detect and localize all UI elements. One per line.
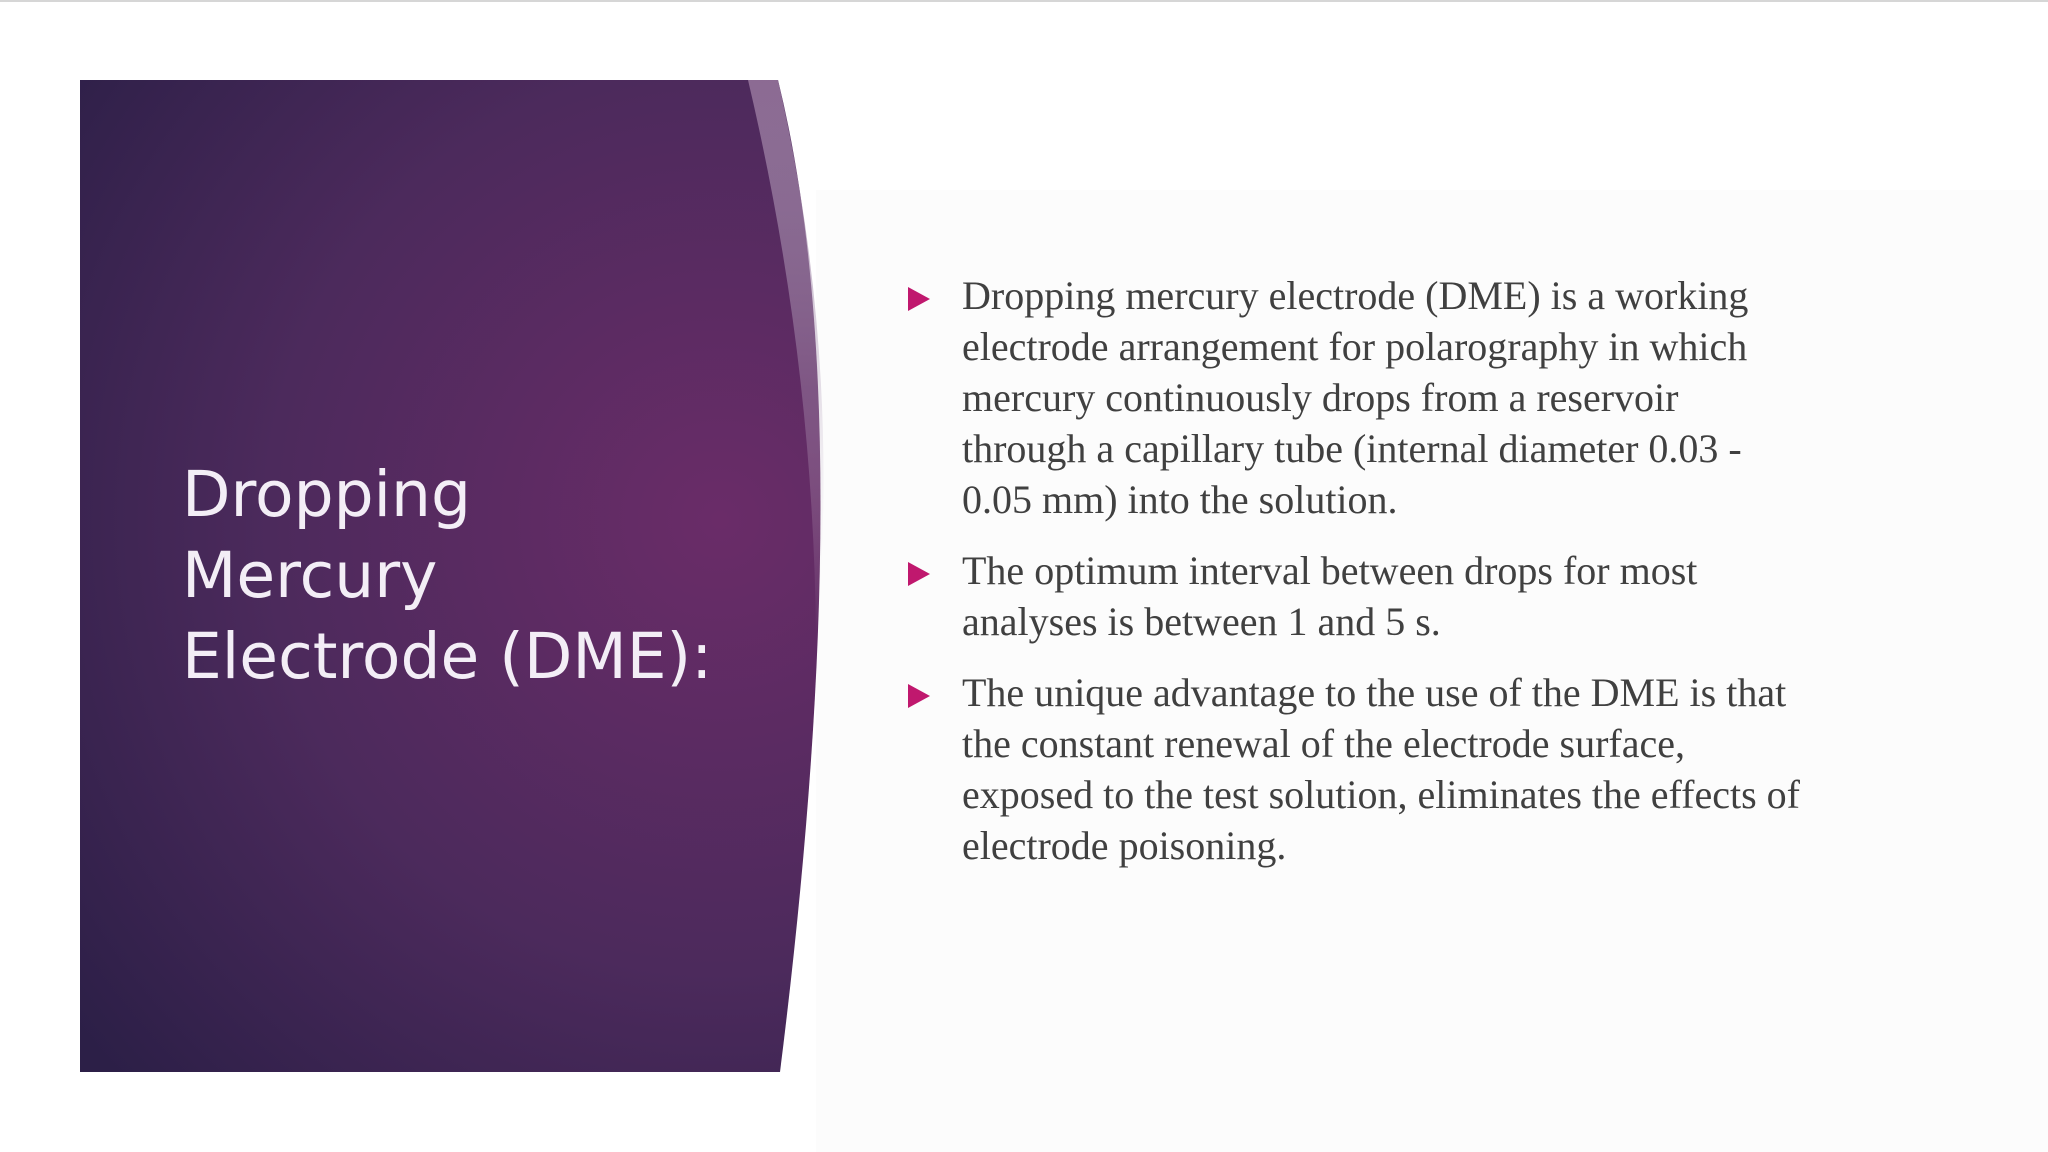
bullet-item [902, 667, 1802, 871]
bullet-item [902, 270, 1802, 525]
triangle-right-icon [908, 287, 930, 311]
bullet-list [902, 270, 1802, 891]
triangle-right-icon [908, 684, 930, 708]
triangle-right-icon [908, 562, 930, 586]
bullet-text: The optimum interval between drops for most analyses is between 1 and 5 s. [962, 548, 1698, 644]
bullet-text: Dropping mercury electrode (DME) is a working electrode arrangement for polarography in which mercury continuously drops from a reservoir through a capillary tube (internal diameter 0.03 - 0.05 mm) into the solution. [962, 273, 1749, 522]
slide-title: Dropping Mercury Electrode (DME): [182, 458, 713, 693]
bullet-item [902, 545, 1802, 647]
bullet-text: The unique advantage to the use of the DME is that the constant renewal of the electrode surface, exposed to the test solution, eliminates the effects of electrode poisoning. [962, 670, 1800, 868]
